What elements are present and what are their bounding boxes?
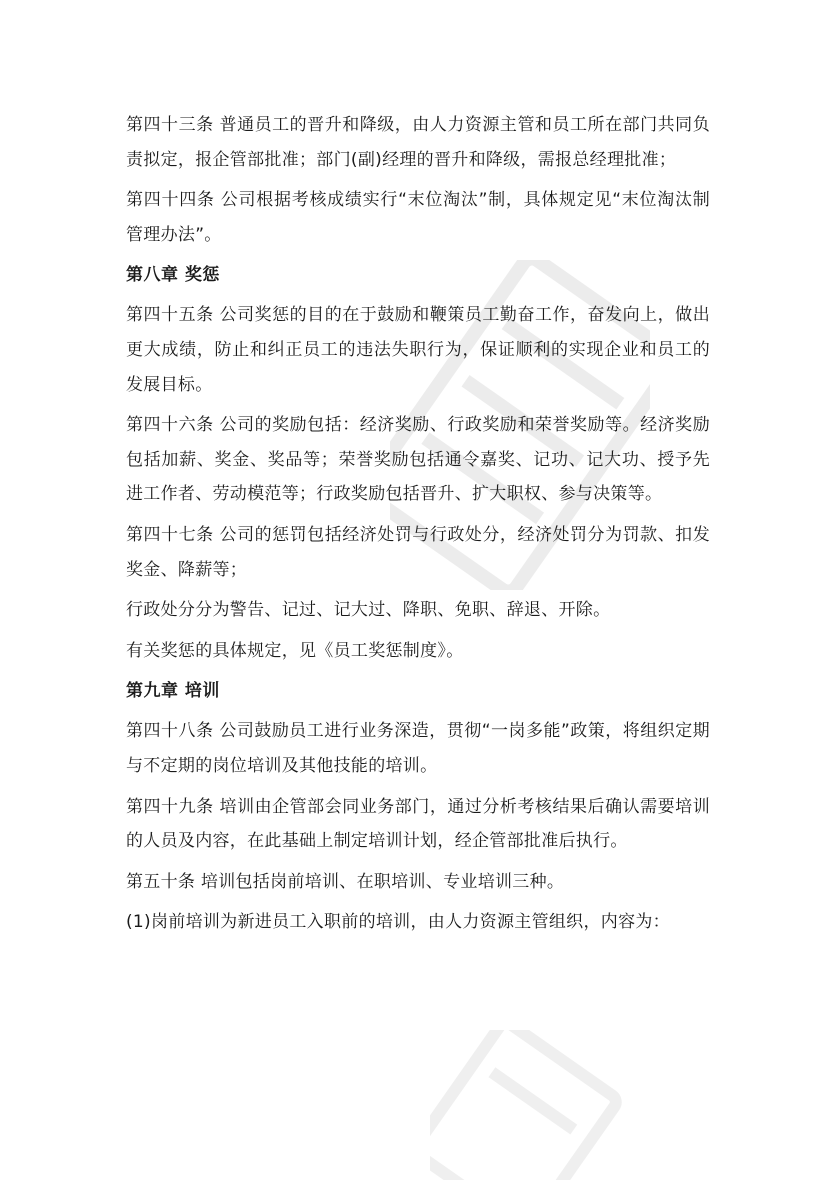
article-49: 第四十九条 培训由企管部会同业务部门，通过分析考核结果后确认需要培训的人员及内容，在此基础上制定培训计划，经企管部批准后执行。 xyxy=(126,796,710,852)
reward-reference: 有关奖惩的具体规定，见《员工奖惩制度》。 xyxy=(126,640,464,661)
chapter-9-heading: 第九章 培训 xyxy=(126,681,220,702)
watermark-bottom-icon xyxy=(430,1030,630,1180)
article-46: 第四十六条 公司的奖励包括：经济奖励、行政奖励和荣誉奖励等。经济奖励包括加薪、奖金、奖品等；荣誉奖励包括通令嘉奖、记功、记大功、授予先进工作者、劳动模范等；行政奖励包括晋升、扩大职权、参与决策等。 xyxy=(126,415,710,505)
pre-job-training: (1)岗前培训为新进员工入职前的培训，由人力资源主管组织，内容为： xyxy=(126,912,670,933)
article-45: 第四十五条 公司奖惩的目的在于鼓励和鞭策员工勤奋工作，奋发向上，做出更大成绩，防止和纠正员工的违法失职行为，保证顺利的实现企业和员工的发展目标。 xyxy=(126,305,710,395)
article-50: 第五十条 培训包括岗前培训、在职培训、专业培训三种。 xyxy=(126,871,565,892)
article-43: 第四十三条 普通员工的晋升和降级，由人力资源主管和员工所在部门共同负责拟定，报企管部批准；部门(副)经理的晋升和降级，需报总经理批准； xyxy=(126,115,710,170)
document-body xyxy=(126,108,710,946)
article-47: 第四十七条 公司的惩罚包括经济处罚与行政处分，经济处罚分为罚款、扣发奖金、降薪等； xyxy=(126,524,710,580)
article-44: 第四十四条 公司根据考核成绩实行“末位淘汰”制，具体规定见“末位淘汰制管理办法”。 xyxy=(126,190,710,245)
article-48: 第四十八条 公司鼓励员工进行业务深造，贯彻“一岗多能”政策，将组织定期与不定期的岗位培训及其他技能的培训。 xyxy=(126,721,710,776)
chapter-8-heading: 第八章 奖惩 xyxy=(126,265,220,286)
administrative-sanctions: 行政处分分为警告、记过、记大过、降职、免职、辞退、开除。 xyxy=(126,600,611,621)
